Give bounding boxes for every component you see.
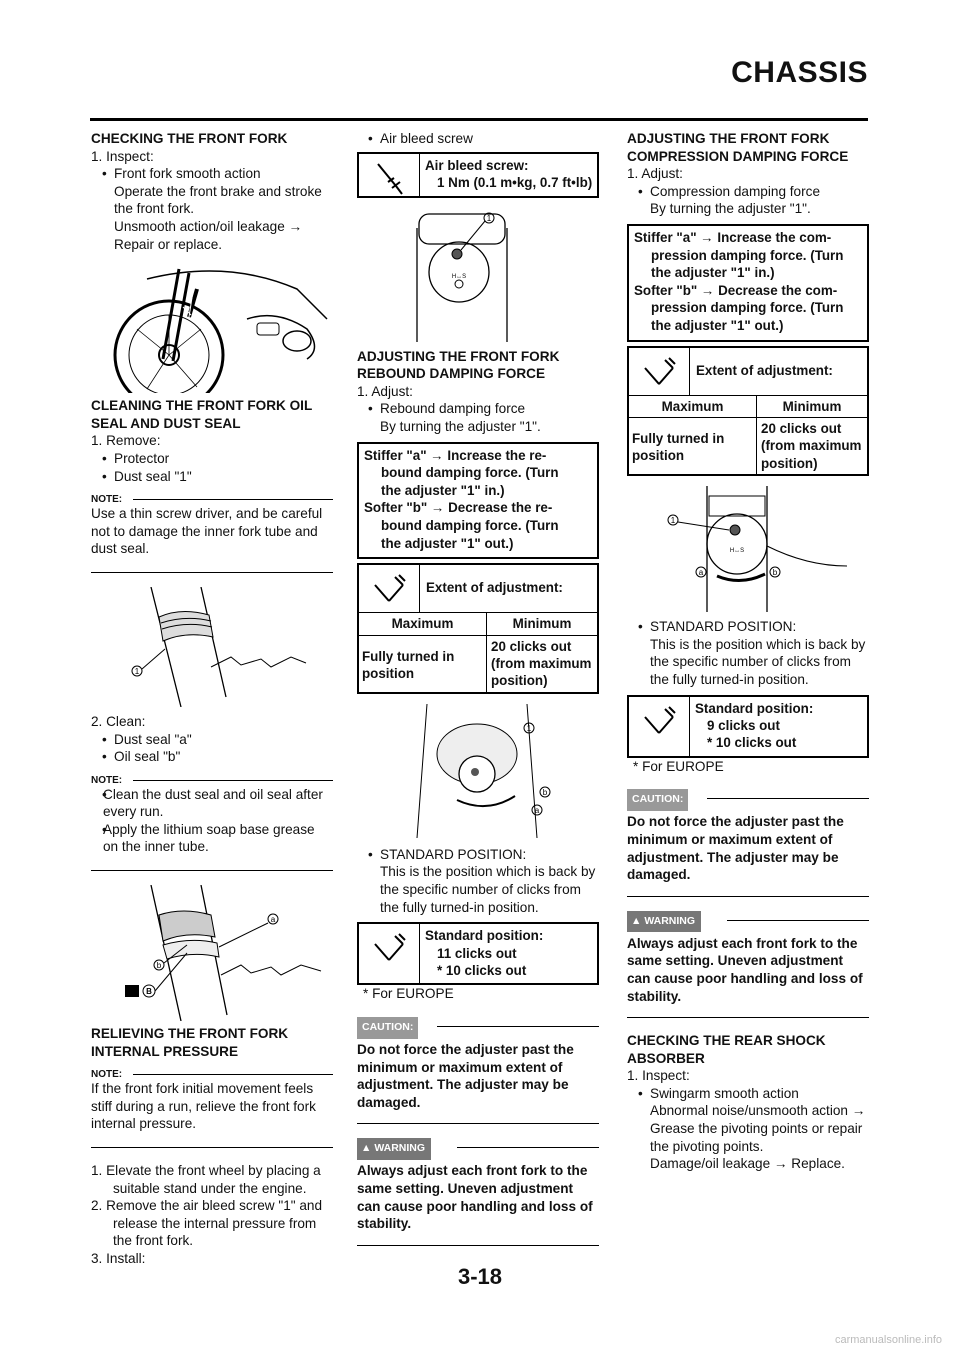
step: 2. Clean:	[91, 713, 146, 729]
std-value: 9 clicks out	[707, 717, 780, 733]
warning-text: Always adjust each front fork to the same setting. Uneven adjustment can cause poor handling and loss of stability.	[627, 929, 869, 1018]
step: 1. Elevate the front wheel by placing a suitable stand under the engine.	[91, 1163, 321, 1196]
warning-icon: ▲	[631, 914, 645, 927]
warning-tag: ▲ WARNING	[627, 911, 701, 933]
air-bleed-spec-box	[357, 152, 599, 198]
warning-text: Always adjust each front fork to the same setting. Uneven adjustment can cause poor handling and loss of stability.	[357, 1156, 599, 1245]
step: 1. Remove:	[91, 433, 161, 449]
bullet-item: • Compression damping force	[627, 183, 869, 201]
h-s-marking: H↔S	[451, 273, 467, 280]
label-1: 1	[670, 516, 676, 526]
bullet-item: • Rebound damping force	[357, 400, 599, 418]
label-b: b	[542, 787, 548, 797]
europe-note: * For EUROPE	[633, 758, 724, 774]
step: 1. Adjust:	[357, 383, 413, 399]
label-b: b	[772, 568, 778, 578]
column-2	[357, 130, 599, 1260]
note-heading: NOTE:	[91, 1066, 333, 1080]
bullet-item: • Swingarm smooth action	[627, 1085, 869, 1103]
adjustment-label: Extent of adjustment:	[696, 362, 833, 378]
max-value: Fully turned in position	[629, 418, 757, 474]
adjustment-label: Extent of adjustment:	[426, 580, 563, 596]
rebound-adjuster-illustration	[397, 704, 599, 838]
label-1: 1	[526, 723, 532, 733]
sub-text: This is the position which is back by the specific number of clicks from the fully turned-in position.	[380, 864, 596, 915]
softer-text: Softer "b" → Decrease the com-	[634, 282, 838, 298]
softer-text: the adjuster "1" out.)	[381, 535, 514, 551]
stiffer-text: pression damping force. (Turn	[651, 247, 844, 263]
note-body	[91, 786, 333, 871]
page-title: CHASSIS	[731, 56, 868, 89]
bullet-item: • STANDARD POSITION:	[357, 846, 599, 864]
col-header-minimum: Minimum	[782, 398, 842, 414]
bullet-item: • Dust seal "a"	[91, 731, 333, 749]
caution-tag: CAUTION:	[357, 1017, 418, 1039]
adjust-tool-icon	[359, 924, 420, 983]
col-header-minimum: Minimum	[512, 616, 572, 632]
stiffer-text: Stiffer "a" → Increase the re-	[364, 447, 547, 463]
stiffer-softer-box	[627, 224, 869, 342]
section-title: CHECKING THE REAR SHOCK ABSORBER	[627, 1033, 826, 1066]
stiffer-text: bound damping force. (Turn	[381, 465, 559, 481]
sub-text: Abnormal noise/unsmooth action → Grease the pivoting points or repair the pivoting points.	[650, 1103, 866, 1154]
standard-position-box	[357, 922, 599, 985]
max-value: Fully turned in position	[359, 636, 487, 692]
note-body: Use a thin screw driver, and be careful not to damage the inner fork tube and dust seal.	[91, 505, 333, 573]
spec-title: Air bleed screw:	[425, 157, 529, 173]
bullet-item: • Protector	[91, 450, 333, 468]
page-number: 3-18	[457, 1264, 503, 1289]
step: 3. Install:	[91, 1251, 146, 1266]
softer-text: bound damping force. (Turn	[381, 517, 559, 533]
warning-heading	[357, 1138, 599, 1156]
step: 1. Inspect:	[627, 1068, 690, 1084]
oil-seal-illustration	[121, 885, 333, 1021]
section-title: ADJUSTING THE FRONT FORK REBOUND DAMPING FORCE	[357, 348, 560, 382]
step: 1. Inspect:	[91, 148, 154, 164]
column-1	[91, 130, 333, 1268]
label-a: a	[270, 915, 276, 925]
grease-b-label: B	[146, 987, 152, 997]
section-title: CHECKING THE FRONT FORK	[91, 131, 288, 146]
step: 1. Adjust:	[627, 166, 683, 182]
adjust-tool-icon	[359, 565, 420, 612]
sub-text: Operate the front brake and stroke the front fork.	[114, 183, 322, 217]
section-title: CLEANING THE FRONT FORK OIL SEAL AND DUST SEAL	[91, 398, 313, 431]
footer-watermark: carmanualsonline.info	[834, 1334, 942, 1346]
std-title: Standard position:	[695, 700, 814, 716]
std-value: 11 clicks out	[437, 945, 517, 961]
min-value: 20 clicks out (from maximum position)	[491, 638, 592, 689]
std-title: Standard position:	[425, 928, 544, 944]
caution-text: Do not force the adjuster past the minimum or maximum extent of adjustment. The adjuster may be damaged.	[357, 1035, 599, 1124]
section-title: RELIEVING THE FRONT FORK INTERNAL PRESSURE	[91, 1026, 289, 1059]
softer-text: the adjuster "1" out.)	[651, 317, 784, 333]
col-header-maximum: Maximum	[629, 396, 757, 417]
adjustment-table	[627, 346, 869, 477]
adjustment-table	[357, 563, 599, 694]
note-heading: NOTE:	[91, 772, 333, 786]
europe-note: * For EUROPE	[363, 986, 454, 1002]
caution-heading	[627, 789, 869, 807]
warning-heading	[627, 911, 869, 929]
bullet-item: • Front fork smooth action	[91, 165, 333, 183]
section-title: ADJUSTING THE FRONT FORK COMPRESSION DAMPING FORCE	[627, 131, 849, 164]
stiffer-softer-box	[357, 442, 599, 560]
standard-position-box	[627, 695, 869, 758]
step: 2. Remove the air bleed screw "1" and release the internal pressure from the front fork.	[91, 1198, 323, 1249]
label-b: b	[156, 961, 162, 971]
col-header-maximum: Maximum	[359, 613, 487, 634]
note-body: If the front fork initial movement feels stiff during a run, relieve the front fork internal pressure.	[91, 1080, 333, 1148]
label-1: 1	[134, 666, 140, 676]
adjust-tool-icon	[629, 348, 690, 395]
bullet-item: • Oil seal "b"	[91, 748, 333, 766]
bullet-item: • Clean the dust seal and oil seal after every run.	[91, 786, 333, 821]
sub-text: Unsmooth action/oil leakage →	[114, 218, 303, 234]
label-a: a	[534, 805, 540, 815]
caution-text: Do not force the adjuster past the minimum or maximum extent of adjustment. The adjuster may be damaged.	[627, 807, 869, 896]
spec-value: 1 Nm (0.1 m•kg, 0.7 ft•lb)	[437, 175, 593, 190]
wrench-torque-icon	[359, 154, 420, 196]
sub-text: By turning the adjuster "1".	[650, 201, 811, 217]
caution-heading	[357, 1017, 599, 1035]
adjust-tool-icon	[629, 697, 690, 756]
h-s-marking: H↔S	[729, 548, 745, 555]
sub-text: Damage/oil leakage → Replace.	[650, 1156, 845, 1172]
note-heading: NOTE:	[91, 491, 333, 505]
bullet-item: • Dust seal "1"	[91, 468, 333, 486]
warning-tag: ▲ WARNING	[357, 1138, 431, 1160]
label-1: 1	[486, 213, 492, 223]
caution-tag: CAUTION:	[627, 789, 688, 811]
bullet-item: • STANDARD POSITION:	[627, 618, 869, 636]
air-bleed-screw-illustration	[397, 208, 599, 342]
column-3	[627, 130, 869, 1173]
motorcycle-front-illustration	[107, 259, 333, 393]
stiffer-text: the adjuster "1" in.)	[651, 265, 775, 281]
sub-text: By turning the adjuster "1".	[380, 418, 541, 434]
bullet-item: • Air bleed screw	[357, 130, 599, 148]
label-a: a	[698, 568, 704, 578]
header-rule	[90, 118, 868, 121]
sub-text: This is the position which is back by the specific number of clicks from the fully turned-in position.	[650, 636, 866, 687]
dust-seal-illustration	[131, 587, 333, 707]
stiffer-text: the adjuster "1" in.)	[381, 482, 505, 498]
std-value: * 10 clicks out	[707, 735, 797, 751]
std-value: * 10 clicks out	[437, 962, 527, 978]
sub-text: Repair or replace.	[114, 236, 223, 252]
softer-text: pression damping force. (Turn	[651, 300, 844, 316]
stiffer-text: Stiffer "a" → Increase the com-	[634, 229, 832, 245]
min-value: 20 clicks out (from maximum position)	[761, 420, 862, 471]
warning-icon: ▲	[361, 1142, 375, 1155]
compression-adjuster-illustration	[657, 486, 869, 612]
softer-text: Softer "b" → Decrease the re-	[364, 500, 553, 516]
bullet-item: • Apply the lithium soap base grease on the inner tube.	[91, 821, 333, 856]
